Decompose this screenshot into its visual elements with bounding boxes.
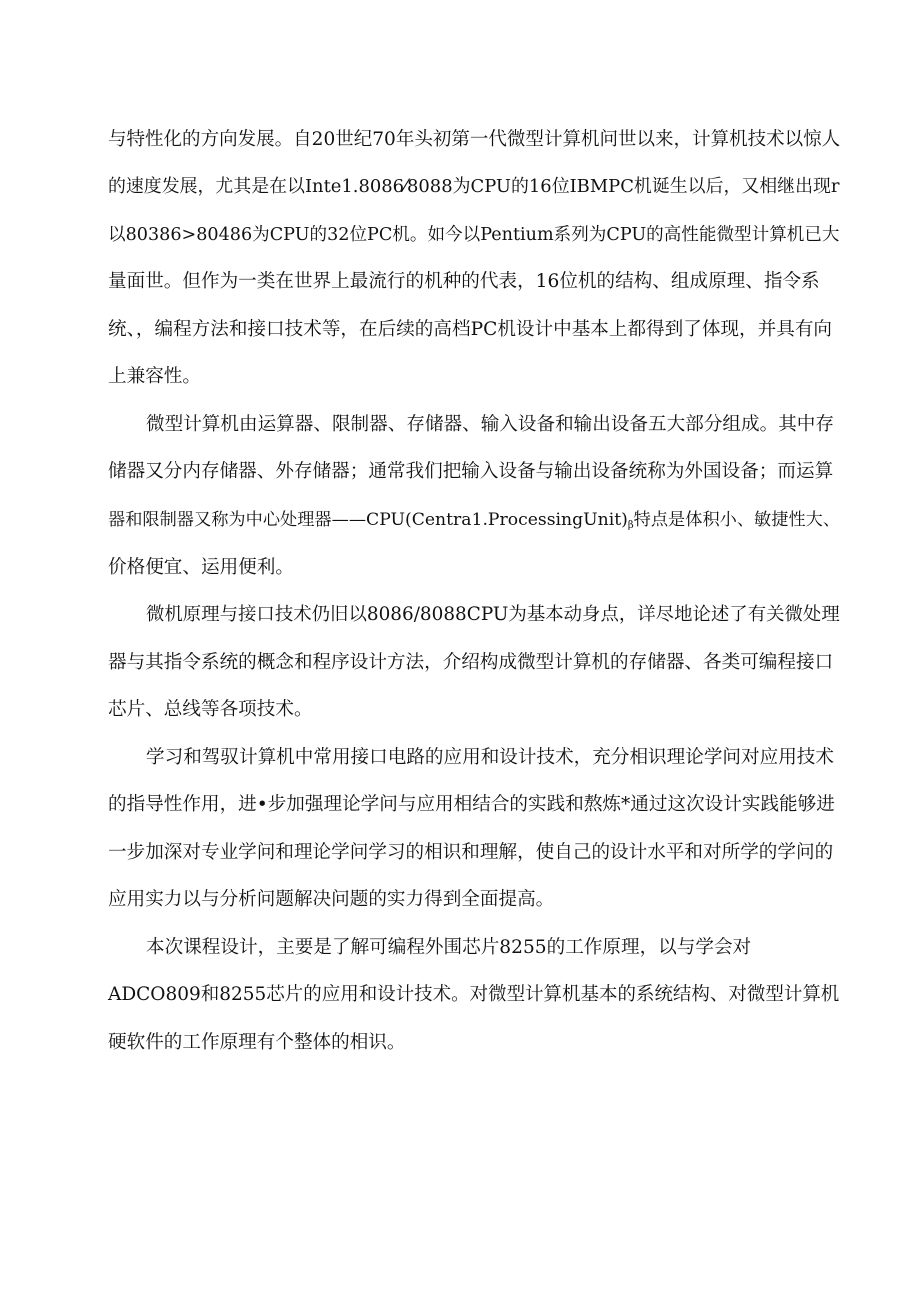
paragraph-2-line-2: 储器又分内存储器、外存储器；通常我们把输入设备与输出设备统称为外国设备；而运算: [108, 461, 834, 482]
paragraph-2-subscript: β: [627, 520, 634, 531]
paragraph-1-line-6: 上兼容性。: [108, 366, 201, 387]
paragraph-1-line-4: 量面世。但作为一类在世界上最流行的机种的代表，16位机的结构、组成原理、指令系: [108, 271, 820, 292]
paragraph-1-line-5: 统、，编程方法和接口技术等，在后续的高档PC机设计中基本上都得到了体现，并具有向: [108, 319, 833, 340]
paragraph-2-line-1: 微型计算机由运算器、限制器、存储器、输入设备和输出设备五大部分组成。其中存: [146, 414, 834, 435]
paragraph-4-line-1: 学习和驾驭计算机中常用接口电路的应用和设计技术，充分相识理论学问对应用技术: [146, 747, 834, 768]
paragraph-5-line-1: 本次课程设计，主要是了解可编程外围芯片8255的工作原理，以与学会对: [146, 937, 752, 958]
paragraph-3-line-2: 器与其指令系统的概念和程序设计方法，介绍构成微型计算机的存储器、各类可编程接口: [108, 652, 834, 673]
paragraph-4-line-4: 应用实力以与分析问题解决问题的实力得到全面提高。: [108, 889, 555, 910]
paragraph-1-line-3: 以80386>80486为CPU的32位PC机。如今以Pentium系列为CPU的高性能微型计算机已大: [108, 225, 840, 245]
paragraph-1-line-2: 的速度发展，尤其是在以Inte1.8086⁄8088为CPU的16位IBMPC机诞生以后，又相继出现r: [108, 176, 840, 197]
paragraph-4-line-3: 一步加深对专业学问和理论学问学习的相识和理解，使自己的设计水平和对所学的学问的: [108, 842, 834, 863]
paragraph-4-line-2: 的指导性作用，进•步加强理论学问与应用相结合的实践和熬炼*通过这次设计实践能够进: [108, 794, 835, 815]
paragraph-2-line-4: 价格便宜、运用便利。: [108, 557, 294, 578]
paragraph-5-line-3: 硬软件的工作原理有个整体的相识。: [108, 1032, 406, 1053]
paragraph-3-line-1: 微机原理与接口技术仍旧以8086/8088CPU为基本动身点，详尽地论述了有关微处理: [146, 604, 840, 625]
paragraph-3-line-3: 芯片、总线等各项技术。: [108, 699, 313, 720]
paragraph-5-line-2: ADCO809和8255芯片的应用和设计技术。对微型计算机基本的系统结构、对微型计算机: [108, 984, 840, 1005]
paragraph-2-line-3-text: 器和限制器又称为中心处理器——CPU(Centra1.ProcessingUnit): [108, 510, 628, 530]
paragraph-2-line-3: [108, 508, 840, 538]
paragraph-1-line-1: 与特性化的方向发展。自20世纪70年头初第一代微型计算机问世以来，计算机技术以惊人: [108, 129, 841, 150]
paragraph-2-line-3-tail: 特点是体积小、敏捷性大、: [633, 510, 841, 530]
